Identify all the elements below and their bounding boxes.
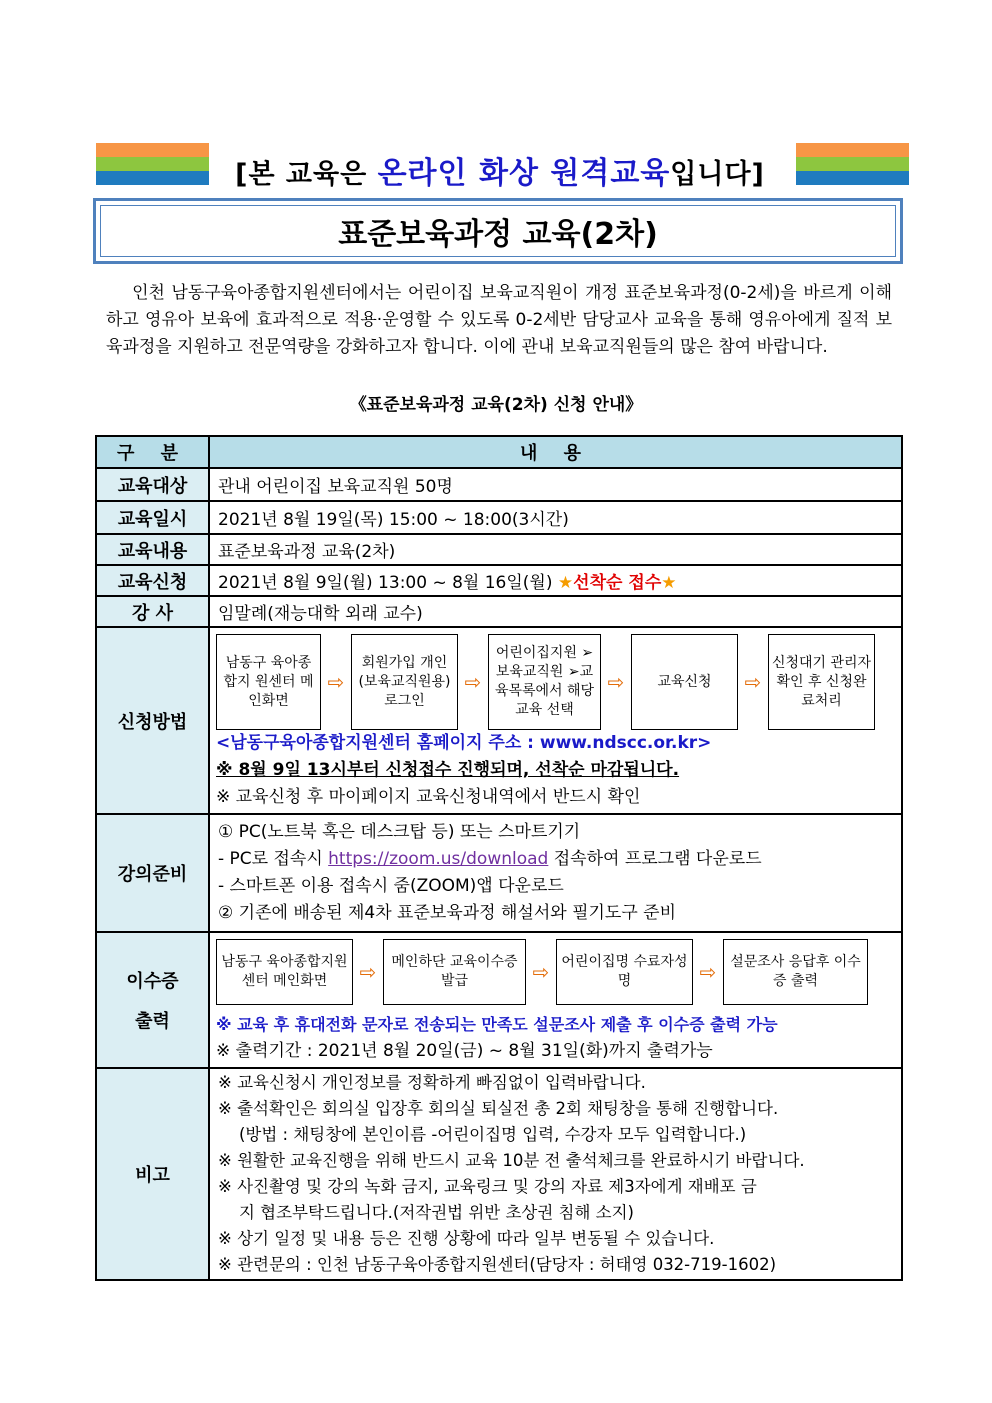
header-category: 구 분 — [96, 436, 209, 468]
cert-label-2: 출력 — [135, 1011, 170, 1032]
flow-step: 어린이집명 수료자성명 — [556, 939, 693, 1005]
title-box — [93, 198, 903, 264]
cert-cell — [209, 932, 902, 1068]
row-label: 강 사 — [96, 596, 209, 627]
table-row — [96, 627, 902, 814]
remark-line: ※ 관련문의 : 인천 남동구육아종합지원센터(담당자 : 허태영 032-719-1602) — [218, 1255, 777, 1274]
flow-step: 남동구 육아종합지 원센터 메인화면 — [216, 634, 321, 730]
table-row — [96, 814, 902, 932]
prep-text: 접속하여 프로그램 다운로드 — [548, 849, 762, 869]
remark-line: ※ 상기 일정 및 내용 등은 진행 상황에 따라 일부 변동될 수 있습니다. — [218, 1229, 715, 1248]
cert-label-1: 이수증 — [126, 971, 179, 992]
flow-step: 신청대기 관리자 확인 후 신청완료처리 — [768, 634, 875, 730]
row-label: 신청방법 — [96, 627, 209, 814]
row-value: 관내 어린이집 보육교직원 50명 — [209, 468, 902, 501]
prep-line: ② 기존에 배송된 제4차 표준보육과정 해설서와 필기도구 준비 — [218, 903, 677, 923]
remark-line: 지 협조부탁드립니다.(저작권법 위반 초상권 침해 소지) — [218, 1203, 634, 1222]
table-row — [96, 468, 902, 501]
table-row — [96, 534, 902, 565]
row-value: 2021년 8월 19일(목) 15:00 ~ 18:00(3시간) — [209, 501, 902, 534]
arrow-right-icon: ⇨ — [532, 960, 550, 984]
flow-step: 설문조사 응답후 이수증 출력 — [723, 939, 868, 1005]
row-value: 임말례(재능대학 외래 교수) — [209, 596, 902, 627]
banner-prefix: [본 교육은 — [235, 159, 378, 190]
remark-line: ※ 교육신청시 개인정보를 정확하게 빠짐없이 입력바랍니다. — [218, 1073, 646, 1092]
cert-notice: ※ 출력기간 : 2021년 8월 20일(금) ~ 8월 31일(화)까지 출력가능 — [216, 1041, 713, 1061]
row-label: 교육대상 — [96, 468, 209, 501]
decorative-stripe-left — [96, 143, 209, 185]
online-notice-banner — [210, 148, 790, 192]
row-label: 교육내용 — [96, 534, 209, 565]
info-table — [95, 435, 903, 1281]
apply-notice: ※ 교육신청 후 마이페이지 교육신청내역에서 반드시 확인 — [216, 787, 641, 807]
remark-line: ※ 사진촬영 및 강의 녹화 금지, 교육링크 및 강의 자료 제3자에게 재배포 금 — [218, 1177, 757, 1196]
apply-method-cell — [209, 627, 902, 814]
prep-text: - PC로 접속시 — [218, 849, 329, 869]
row-value: 표준보육과정 교육(2차) — [209, 534, 902, 565]
cert-notice-bold: ※ 교육 후 휴대전화 문자로 전송되는 만족도 설문조사 제출 후 이수증 출력 가능 — [216, 1015, 778, 1034]
table-header-row — [96, 436, 902, 468]
prep-line: ① PC(노트북 혹은 데스크탑 등) 또는 스마트기기 — [218, 822, 581, 842]
decorative-stripe-right — [796, 143, 909, 185]
prep-line — [218, 846, 893, 873]
arrow-right-icon: ⇨ — [359, 960, 377, 984]
table-row — [96, 501, 902, 534]
arrow-right-icon: ⇨ — [699, 960, 717, 984]
remark-line: ※ 출석확인은 회의실 입장후 회의실 퇴실전 총 2회 채팅창을 통해 진행합니다. — [218, 1099, 779, 1118]
cert-flow — [216, 939, 895, 1005]
intro-text: 인천 남동구육아종합지원센터에서는 어린이집 보육교직원이 개정 표준보육과정(0-2세)을 바르게 이해하고 영유아 보육에 효과적으로 적용·운영할 수 있도록 0-2세반 담당교사 교육을 통해 영유아에게 질적 보육과정을 지원하고 전문역량을 강화하고자 합니다. 이에 관내 보육교직원들의 많은 참여 바랍니다. — [106, 283, 892, 357]
remarks-cell — [209, 1068, 902, 1280]
arrow-right-icon: ⇨ — [744, 670, 762, 694]
apply-flow — [216, 634, 895, 730]
table-row — [96, 1068, 902, 1280]
flow-step: 남동구 육아종합지원센터 메인화면 — [216, 939, 353, 1005]
banner-highlight: 온라인 화상 원격교육 — [377, 156, 671, 191]
header-content: 내 용 — [209, 436, 902, 468]
guide-title: 《표준보육과정 교육(2차) 신청 안내》 — [349, 395, 643, 415]
row-label: 교육일시 — [96, 501, 209, 534]
arrow-right-icon: ⇨ — [464, 670, 482, 694]
page-title: 표준보육과정 교육(2차) — [100, 205, 896, 257]
row-label: 교육신청 — [96, 565, 209, 596]
zoom-download-link[interactable]: https://zoom.us/download — [328, 849, 549, 869]
table-row — [96, 932, 902, 1068]
prep-cell — [209, 814, 902, 932]
flow-step: 메인하단 교육이수증발급 — [383, 939, 526, 1005]
table-row — [96, 565, 902, 596]
banner-suffix: 입니다] — [670, 159, 765, 190]
row-label: 강의준비 — [96, 814, 209, 932]
first-come-badge: ★선착순 접수★ — [557, 573, 677, 593]
remark-line: ※ 원활한 교육진행을 위해 반드시 교육 10분 전 출석체크를 완료하시기 바랍니다. — [218, 1151, 805, 1170]
row-label: 비고 — [96, 1068, 209, 1280]
prep-line: - 스마트폰 이용 접속시 줌(ZOOM)앱 다운로드 — [218, 876, 564, 896]
remark-line: (방법 : 채팅창에 본인이름 -어린이집명 입력, 수강자 모두 입력합니다.) — [218, 1125, 747, 1144]
apply-period: 2021년 8월 9일(월) 13:00 ~ 8월 16일(월) — [218, 573, 558, 593]
row-label — [96, 932, 209, 1068]
flow-step: 교육신청 — [631, 634, 738, 730]
row-value — [209, 565, 902, 596]
apply-notice-bold: ※ 8월 9일 13시부터 신청접수 진행되며, 선착순 마감됩니다. — [216, 760, 680, 780]
table-row — [96, 596, 902, 627]
arrow-right-icon: ⇨ — [327, 670, 345, 694]
arrow-right-icon: ⇨ — [607, 670, 625, 694]
flow-step: 어린이집지원 ➢보육교직원 ➢교육목록에서 해당교육 선택 — [488, 634, 601, 730]
intro-paragraph — [106, 280, 892, 361]
flow-step: 회원가입 개인 (보육교직원용) 로그인 — [351, 634, 458, 730]
homepage-address[interactable]: <남동구육아종합지원센터 홈페이지 주소 : www.ndscc.or.kr> — [216, 733, 712, 753]
